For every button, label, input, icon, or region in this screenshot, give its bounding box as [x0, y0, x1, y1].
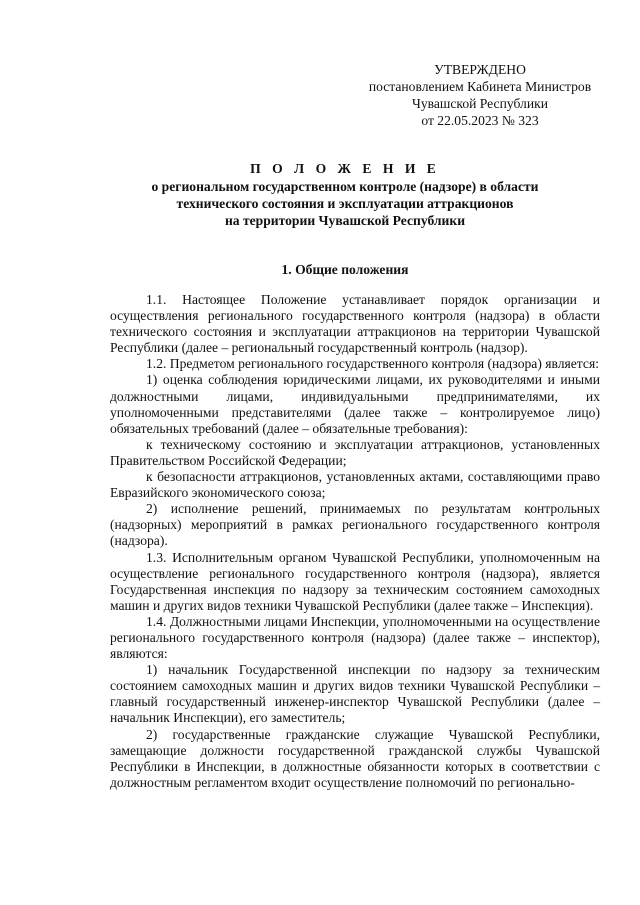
- document-body: [110, 292, 600, 791]
- paragraph: 1.4. Должностными лицами Инспекции, уполномоченными на осуществление регионального государственного контроля (надзора) (далее также – инспектор), являются:: [110, 613, 600, 662]
- paragraph: к техническому состоянию и эксплуатации аттракционов, установленных Правительством Российской Федерации;: [110, 436, 600, 468]
- paragraph: 1) начальник Государственной инспекции по надзору за техническим состоянием самоходных машин и других видов техники Чувашской Республики – главный государственный инженер-инспектор Чувашской Республики (далее – начальник Инспекции), его заместитель;: [110, 662, 600, 726]
- section-title: 1. Общие положения: [281, 262, 409, 277]
- document-title: [90, 160, 600, 229]
- document-subtitle-line-2: технического состояния и эксплуатации аттракционов: [176, 196, 514, 211]
- paragraph: 2) государственные гражданские служащие Чувашской Республики, замещающие должности государственной гражданской службы Чувашской Республики в Инспекции, в должностные обязанности которых в соответствии с должностным регламентом входит осуществление полномочий по регионально-: [110, 726, 600, 790]
- paragraph: к безопасности аттракционов, установленных актами, составляющими право Евразийского экономического союза;: [110, 469, 600, 501]
- approval-issuer: постановлением Кабинета Министров: [368, 79, 592, 94]
- approval-block: [360, 61, 600, 129]
- document-subtitle-line-1: о региональном государственном контроле (надзоре) в области: [151, 179, 539, 194]
- document-heading: П О Л О Ж Е Н И Е: [250, 161, 440, 176]
- approval-date-number: от 22.05.2023 № 323: [421, 113, 539, 128]
- paragraph: 1.1. Настоящее Положение устанавливает порядок организации и осуществления регионального государственного контроля (надзора) в области технического состояния и эксплуатации аттракционов на территории Чувашской Республики (далее – региональный государственный контроль (надзор).: [110, 292, 600, 356]
- approval-stamp: УТВЕРЖДЕНО: [434, 62, 526, 77]
- paragraph: 1) оценка соблюдения юридическими лицами, их руководителями и иными должностными лицами, индивидуальными предпринимателями, их уполномоченными представителями (далее также – контролируемое лицо) обязательных требований (далее – обязательные требования):: [110, 372, 600, 436]
- paragraph: 1.2. Предметом регионального государственного контроля (надзора) является:: [146, 356, 599, 372]
- approval-republic: Чувашской Республики: [412, 96, 548, 111]
- paragraph: 2) исполнение решений, принимаемых по результатам контрольных (надзорных) мероприятий в рамках регионального государственного контроля (надзора).: [110, 501, 600, 549]
- paragraph: 1.3. Исполнительным органом Чувашской Республики, уполномоченным на осуществление регионального государственного контроля (надзора), является Государственная инспекция по надзору за техническим состоянием самоходных машин и других видов техники Чувашской Республики (далее также – Инспекция).: [110, 549, 600, 613]
- document-subtitle-line-3: на территории Чувашской Республики: [224, 213, 466, 228]
